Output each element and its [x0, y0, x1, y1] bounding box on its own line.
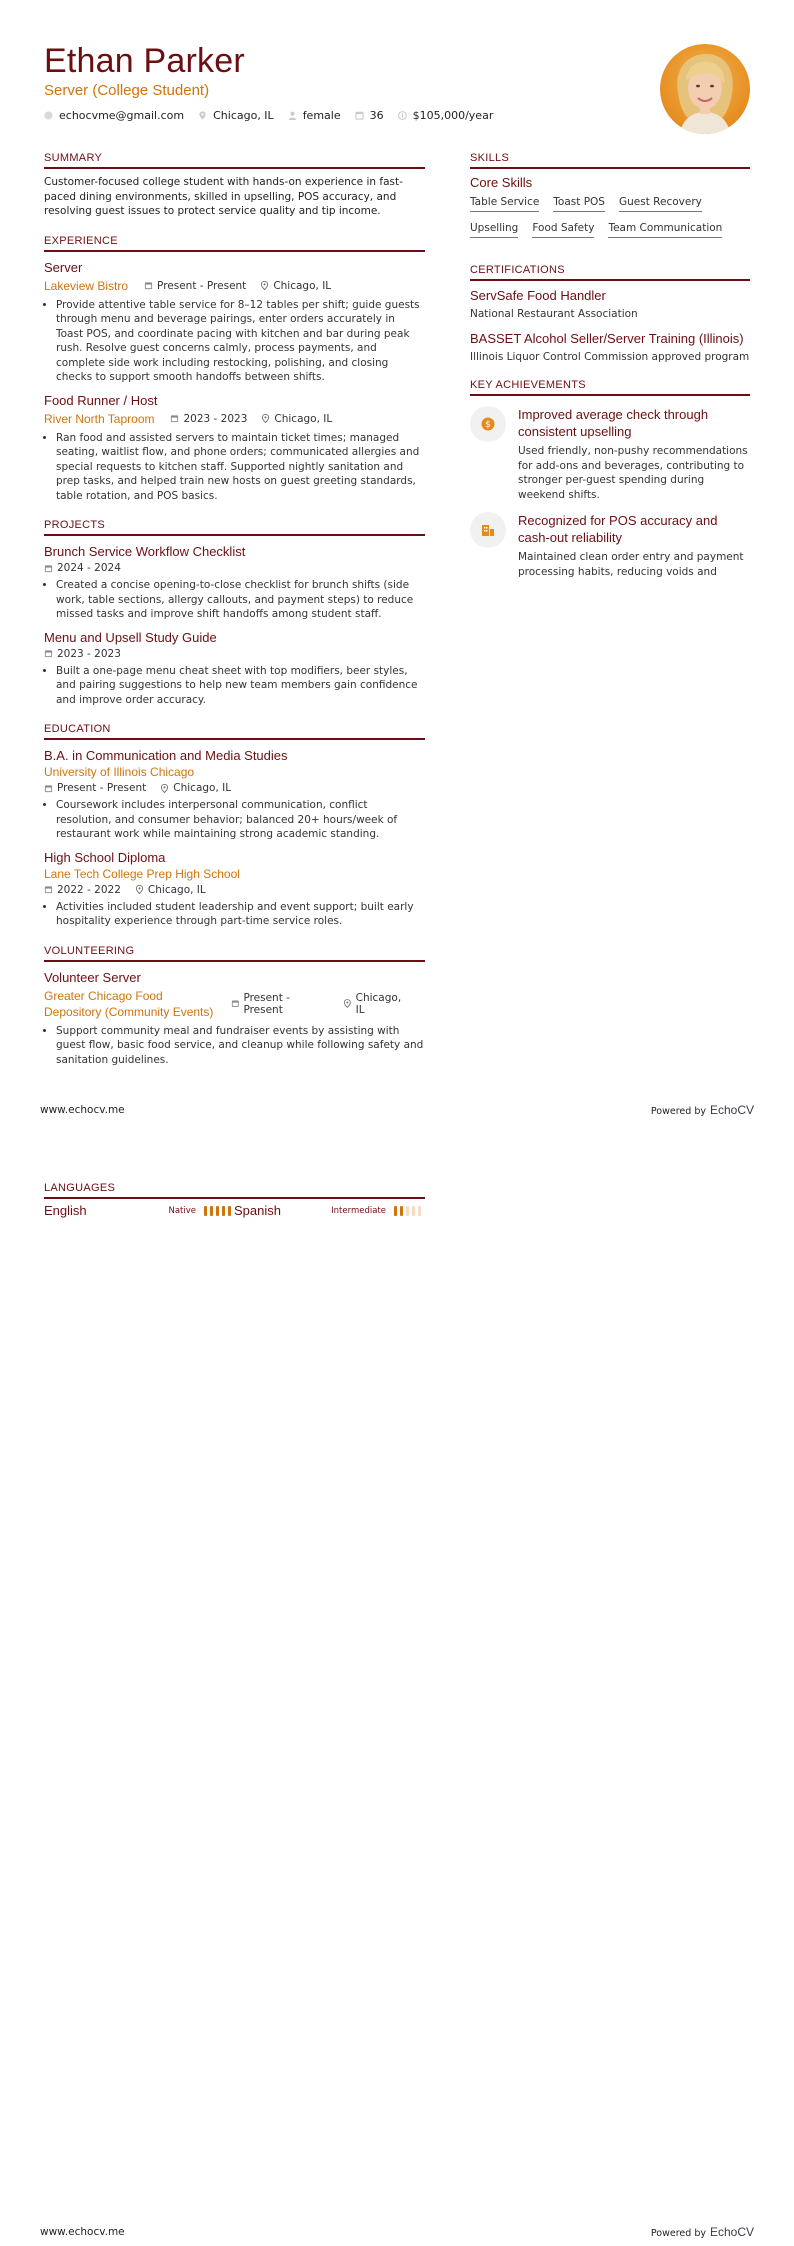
summary-text: Customer-focused college student with hands-on experience in fast-paced dining environments, skilled in upselling, POS accuracy, and resolving guest issues to protect service quality and tip income. — [44, 176, 403, 217]
experience-entry — [44, 392, 425, 504]
achievements-section — [470, 379, 750, 579]
contact-email-text: echocvme@gmail.com — [59, 109, 185, 122]
powered-by-label: Powered by — [650, 1106, 706, 1117]
volunteering-org-row — [44, 988, 425, 1020]
experience-role: Server — [44, 259, 83, 275]
language-meter-pip — [228, 1206, 231, 1216]
experience-org: River North Taproom — [44, 411, 155, 426]
project-date-text: 2023 - 2023 — [57, 647, 121, 660]
experience-bullets — [44, 431, 425, 504]
language-meter-pip — [216, 1206, 219, 1216]
achievement-text: Maintained clean order entry and payment processing habits, reducing voids and — [518, 551, 744, 578]
education-date-text: Present - Present — [57, 782, 147, 794]
language-name: Spanish — [234, 1203, 281, 1218]
volunteering-date — [231, 992, 329, 1016]
contact-location-text: Chicago, IL — [213, 109, 274, 122]
language-meter-pip — [406, 1206, 409, 1216]
calendar-icon — [231, 999, 240, 1008]
language-item — [234, 1203, 424, 1218]
footer-website[interactable]: www.echocv.me — [40, 1104, 125, 1116]
calendar-icon — [144, 281, 153, 290]
volunteering-bullet: • Support community meal and fundraiser events by assisting with guest flow, basic food service, and cleanup while following safety and sanitation guidelines. — [56, 1024, 425, 1068]
project-meta-row — [44, 562, 425, 574]
chart-icon — [470, 512, 506, 548]
powered-by — [651, 1103, 754, 1117]
volunteering-org-line: Greater Chicago Food — [44, 988, 163, 1003]
education-degree: B.A. in Communication and Media Studies — [44, 748, 288, 763]
volunteering-heading: VOLUNTEERING — [44, 945, 425, 962]
profile-photo-image — [660, 44, 750, 134]
contact-email[interactable] — [44, 109, 184, 122]
skills-heading: SKILLS — [470, 152, 750, 169]
project-entry — [44, 629, 425, 708]
achievement-title: Improved average check through consistent upselling — [518, 407, 709, 439]
language-item — [44, 1203, 234, 1218]
contact-salary — [398, 109, 494, 122]
location-icon — [261, 414, 270, 423]
experience-section — [44, 235, 425, 504]
project-bullet: • Built a one-page menu cheat sheet with top modifiers, beer styles, and pairing suggestions to help new team members gain confidence and improve order accuracy. — [56, 664, 425, 708]
experience-date-text: 2023 - 2023 — [183, 412, 248, 425]
achievement-title: Recognized for POS accuracy and cash-out reliability — [518, 513, 718, 545]
experience-bullet: • Ran food and assisted servers to maintain ticket times; managed seating, waitlist flow, and phone orders; communicated allergies and special requests to kitchen staff. Supported nightly sanitation and prep tasks, and helped train new hosts on guest greeting standards, table rotation, and POS basics. — [56, 431, 425, 504]
skill-group-title: Core Skills — [470, 175, 533, 190]
page-footer — [40, 1103, 754, 1117]
education-entry — [44, 849, 425, 929]
contact-salary-text: $105,000/year — [412, 109, 494, 122]
skills-section — [470, 152, 750, 248]
language-meter — [394, 1206, 424, 1216]
volunteering-location-text: Chicago, IL — [355, 991, 402, 1016]
volunteering-org-line: Depository (Community Events) — [44, 1004, 214, 1019]
certification-issuer: Illinois Liquor Control Commission approved program — [470, 351, 750, 363]
education-location — [135, 884, 206, 896]
experience-role: Food Runner / Host — [44, 392, 158, 408]
language-name: English — [44, 1203, 87, 1218]
certification-name: BASSET Alcohol Seller/Server Training (Illinois) — [470, 331, 744, 346]
education-school: University of Illinois Chicago — [44, 765, 195, 779]
project-meta-row — [44, 648, 425, 660]
volunteering-bullets — [44, 1024, 425, 1068]
project-bullets — [44, 664, 425, 708]
achievement-body — [518, 406, 750, 502]
language-level: Native — [168, 1205, 196, 1216]
volunteering-section — [44, 945, 425, 1068]
education-date-text: 2022 - 2022 — [57, 883, 121, 896]
calendar-icon — [355, 111, 364, 120]
summary-heading: SUMMARY — [44, 152, 425, 169]
education-heading: EDUCATION — [44, 723, 425, 740]
education-date — [44, 782, 146, 794]
project-entry — [44, 543, 425, 622]
brand-logo: EchoCV — [709, 1103, 754, 1117]
language-meter-pip — [394, 1206, 397, 1216]
education-meta-row — [44, 782, 425, 794]
project-bullets — [44, 578, 425, 622]
calendar-icon — [44, 784, 53, 793]
candidate-title: Server (College Student) — [44, 82, 210, 99]
skill-tag: Team Communication — [608, 222, 722, 238]
language-meter-pip — [204, 1206, 207, 1216]
languages-section — [44, 1182, 425, 1218]
experience-date-text: Present - Present — [157, 279, 247, 292]
language-meter-pip — [210, 1206, 213, 1216]
projects-heading: PROJECTS — [44, 519, 425, 536]
candidate-name: Ethan Parker — [44, 42, 245, 80]
education-location — [160, 782, 231, 794]
contact-gender-text: female — [302, 109, 341, 122]
skill-tags — [470, 196, 750, 248]
certifications-section — [470, 264, 750, 363]
achievement-text: Used friendly, non-pushy recommendations for add-ons and beverages, contributing to stronger per-guest spending during weekend shifts. — [518, 445, 748, 501]
project-date-text: 2024 - 2024 — [57, 562, 121, 574]
education-school: Lane Tech College Prep High School — [44, 866, 240, 881]
language-meter — [204, 1206, 234, 1216]
language-meter-pip — [222, 1206, 225, 1216]
calendar-icon — [44, 649, 53, 658]
location-icon — [198, 111, 207, 120]
achievement-item — [470, 406, 750, 502]
volunteering-date-text: Present - Present — [243, 991, 290, 1016]
experience-location — [260, 280, 331, 292]
languages-heading: LANGUAGES — [44, 1182, 425, 1199]
certification-name: ServSafe Food Handler — [470, 288, 606, 303]
powered-by-label: Powered by — [650, 2228, 706, 2239]
experience-date — [170, 413, 247, 425]
education-location-text: Chicago, IL — [147, 883, 206, 896]
education-bullet: • Coursework includes interpersonal communication, conflict resolution, and consumer behavior; balanced 20+ hours/week of restaurant work while maintaining strong academic standing. — [56, 798, 425, 842]
project-bullet: • Created a concise opening-to-close checklist for brunch shifts (side work, table sections, allergy callouts, and payment steps) to reduce missed tasks and improve shift handoffs among student staff. — [56, 578, 425, 622]
powered-by — [651, 2225, 754, 2239]
project-title: Menu and Upsell Study Guide — [44, 629, 217, 645]
experience-date — [144, 280, 246, 292]
svg-text:$: $ — [485, 420, 491, 430]
experience-org-row — [44, 411, 425, 427]
brand-logo: EchoCV — [709, 2225, 754, 2239]
certifications-heading: CERTIFICATIONS — [470, 264, 750, 281]
achievement-item — [470, 512, 750, 579]
right-column — [470, 152, 750, 595]
experience-location-text: Chicago, IL — [273, 279, 332, 292]
language-meter-pip — [412, 1206, 415, 1216]
projects-section — [44, 519, 425, 707]
experience-bullet: • Provide attentive table service for 8–12 tables per shift; guide guests through menu and beverage pairings, enter orders accurately in Toast POS, and coordinate pacing with kitchen and bar during peak rush. Resolve guest concerns calmly, process payments, and complete side work including restocking, polishing, and closing checks to support smooth handoffs between shifts. — [56, 298, 425, 385]
user-icon — [288, 111, 297, 120]
language-meter-pip — [400, 1206, 403, 1216]
education-entry — [44, 747, 425, 842]
volunteering-entry — [44, 969, 425, 1068]
education-location-text: Chicago, IL — [173, 782, 232, 794]
location-icon — [343, 999, 352, 1008]
page-footer — [40, 2225, 754, 2239]
profile-photo — [660, 44, 750, 134]
skill-tag: Upselling — [470, 222, 518, 238]
project-title: Brunch Service Workflow Checklist — [44, 544, 246, 559]
experience-bullets — [44, 298, 425, 385]
experience-location — [261, 413, 332, 425]
certification-issuer: National Restaurant Association — [470, 308, 638, 320]
contact-row — [44, 109, 664, 122]
skill-tag: Toast POS — [553, 196, 605, 212]
volunteering-org — [44, 988, 217, 1020]
contact-age-text: 36 — [369, 109, 384, 122]
experience-heading: EXPERIENCE — [44, 235, 425, 252]
salary-icon — [398, 111, 407, 120]
education-section — [44, 723, 425, 929]
experience-location-text: Chicago, IL — [274, 412, 333, 425]
contact-location — [198, 109, 274, 122]
education-bullet: • Activities included student leadership and event support; built early hospitality experience through part-time service roles. — [56, 900, 425, 929]
education-meta-row — [44, 884, 425, 896]
calendar-icon — [44, 564, 53, 573]
achievement-body — [518, 512, 750, 579]
experience-entry — [44, 259, 425, 385]
location-icon — [135, 885, 144, 894]
experience-org-row — [44, 278, 425, 294]
education-degree: High School Diploma — [44, 849, 166, 865]
education-date — [44, 884, 121, 896]
skill-tag: Food Safety — [532, 222, 594, 238]
language-meter-pip — [418, 1206, 421, 1216]
email-icon — [44, 111, 53, 120]
language-level-group — [168, 1206, 234, 1216]
location-icon — [260, 281, 269, 290]
left-column — [44, 152, 425, 1083]
project-date — [44, 562, 121, 574]
resume-header — [44, 42, 664, 122]
contact-gender — [288, 109, 341, 122]
volunteering-location — [343, 992, 411, 1016]
experience-org: Lakeview Bistro — [44, 278, 129, 293]
education-bullets — [44, 900, 425, 929]
summary-section — [44, 152, 425, 219]
calendar-icon — [170, 414, 179, 423]
footer-website[interactable]: www.echocv.me — [40, 2226, 125, 2238]
languages-row — [44, 1203, 425, 1218]
coin-icon — [470, 406, 506, 442]
volunteering-role: Volunteer Server — [44, 969, 141, 985]
location-icon — [160, 784, 169, 793]
achievements-heading: KEY ACHIEVEMENTS — [470, 379, 750, 396]
language-level: Intermediate — [331, 1205, 386, 1216]
education-bullets — [44, 798, 425, 842]
calendar-icon — [44, 885, 53, 894]
project-date — [44, 648, 121, 660]
contact-age — [355, 109, 384, 122]
language-level-group — [331, 1206, 424, 1216]
skill-tag: Table Service — [470, 196, 539, 212]
skill-tag: Guest Recovery — [619, 196, 702, 212]
